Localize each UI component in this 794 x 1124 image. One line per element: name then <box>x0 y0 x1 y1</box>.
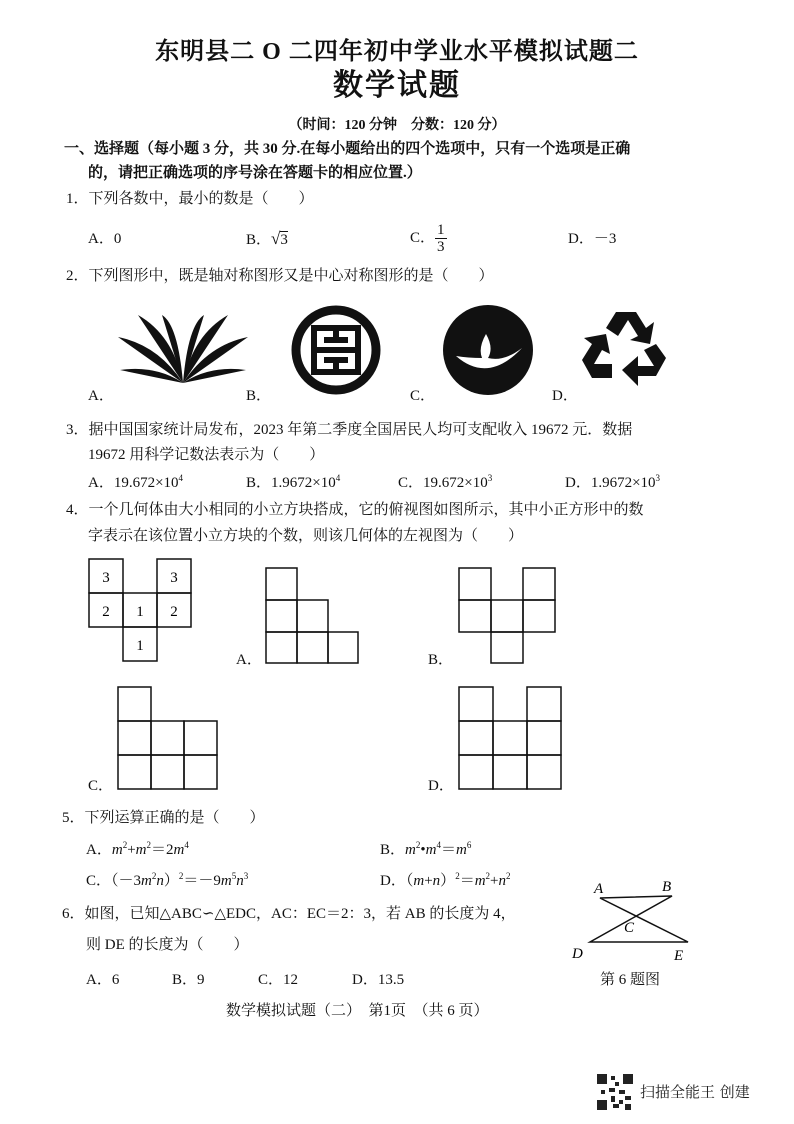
q6-line2: 则 DE 的长度为（ ） <box>86 937 249 953</box>
recycle-logo-figure <box>582 308 674 392</box>
q5-option-b: B．$m^2•m^4=m^6$ <box>380 840 472 858</box>
subject-title: 数学试题 <box>333 69 461 102</box>
q1-option-d: D．－3 <box>568 231 617 247</box>
q3-line2: 19672 用科学记数法表示为（ ） <box>88 447 325 463</box>
q2-option-b: B． <box>246 388 272 404</box>
qr-code-icon <box>597 1074 633 1110</box>
q3-line1: 3．据中国国家统计局发布，2023 年第二季度全国居民人均可支配收入 19672 元．数据 <box>66 422 633 438</box>
q4-top-view-figure <box>88 558 194 664</box>
q4-line1: 4．一个几何体由大小相同的小立方块搭成，它的俯视图如图所示，其中小正方形中的数 <box>66 502 644 518</box>
fig-label-b: B <box>662 879 672 895</box>
q6-figure-caption: 第 6 题图 <box>600 972 661 988</box>
q5-option-a: A．$m^2+m^2=2m^4$ <box>86 840 189 858</box>
fig-label-e: E <box>674 948 684 964</box>
q1-stem: 1．下列各数中，最小的数是（ ） <box>66 191 314 207</box>
petal-logo-figure <box>118 315 248 385</box>
q6-option-a: A．6 <box>86 972 120 988</box>
q4-option-d-figure <box>458 686 562 790</box>
q1-option-b: B．√3 <box>246 229 288 248</box>
bank-logo-figure <box>290 304 382 396</box>
q4-option-b-label: B． <box>428 652 454 668</box>
top-view-count: 2 <box>102 604 110 620</box>
section-heading-line2: 的，请把正确选项的序号涂在答题卡的相应位置.） <box>88 165 422 181</box>
q2-option-a: A． <box>88 388 114 404</box>
fig-label-d: D <box>572 946 583 962</box>
q6-option-d: D．13.5 <box>352 972 405 988</box>
q1-option-a: A．0 <box>88 231 122 247</box>
q2-option-d: D． <box>552 388 578 404</box>
q1-option-c: C． $\frac{1}{3}$ <box>410 222 445 256</box>
q5-option-d: D．$(m+n)^2=m^2+n^2$ <box>380 871 511 889</box>
q4-option-b-figure <box>458 567 556 664</box>
fig-label-c: C <box>624 920 635 936</box>
q2-option-c: C． <box>410 388 436 404</box>
top-view-count: 2 <box>170 604 178 620</box>
top-view-count: 1 <box>136 604 144 620</box>
q3-option-d: D．$1.9672\times 10^3$ <box>565 473 661 491</box>
q3-option-b: B．$1.9672\times 10^4$ <box>246 473 341 491</box>
top-view-count: 1 <box>136 638 144 654</box>
q3-option-a: A．$19.672\times 10^4$ <box>88 473 184 491</box>
q4-option-c-label: C． <box>88 778 114 794</box>
fig-label-a: A <box>594 881 604 897</box>
q4-option-d-label: D． <box>428 778 454 794</box>
q4-line2: 字表示在该位置小立方块的个数，则该几何体的左视图为（ ） <box>88 528 524 544</box>
q6-option-c: C．12 <box>258 972 299 988</box>
q4-option-a-figure <box>265 567 359 664</box>
top-view-count: 3 <box>170 570 178 586</box>
q5-stem: 5．下列运算正确的是（ ） <box>62 810 265 826</box>
q5-option-c: C．$(-3m^2n)^2=-9m^5n^3$ <box>86 871 249 889</box>
section-heading-line1: 一、选择题（每小题 3 分，共 30 分.在每小题给出的四个选项中，只有一个选项是正确 <box>64 141 631 157</box>
exam-title: 东明县二 O 二四年初中学业水平模拟试题二 <box>155 39 639 65</box>
q6-option-b: B．9 <box>172 972 205 988</box>
exam-info: （时间：120 分钟 分数：120 分） <box>288 118 506 133</box>
water-drop-logo-figure <box>442 304 534 396</box>
q2-stem: 2．下列图形中，既是轴对称图形又是中心对称图形的是（ ） <box>66 268 494 284</box>
page-footer: 数学模拟试题（二） 第1页 （共 6 页） <box>226 1003 489 1019</box>
q6-line1: 6．如图，已知△ABC∽△EDC，AC：EC＝2：3，若 AB 的长度为 4， <box>62 906 516 922</box>
top-view-count: 3 <box>102 570 110 586</box>
q6-triangle-figure <box>566 876 696 966</box>
scanner-watermark: 扫描全能王 创建 <box>640 1083 750 1101</box>
q3-option-c: C．$19.672\times 10^3$ <box>398 473 493 491</box>
q4-option-a-label: A． <box>236 652 262 668</box>
q4-option-c-figure <box>117 686 219 790</box>
